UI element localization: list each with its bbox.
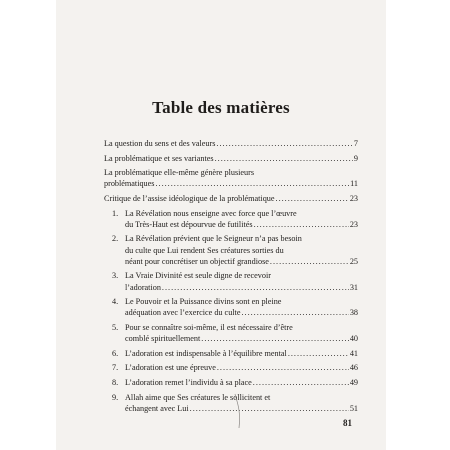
leader-dots xyxy=(217,362,349,373)
toc-entry-text: La problématique elle-même génère plusieurs xyxy=(104,168,255,178)
page-title: Table des matières xyxy=(152,98,290,117)
toc-entry-text: l’adoration xyxy=(125,282,161,292)
toc-subentry xyxy=(104,392,358,414)
leader-dots xyxy=(155,178,349,189)
toc-subentry-number: 3. xyxy=(112,271,119,281)
toc-entry xyxy=(104,167,358,189)
toc-page-number: 23 xyxy=(349,219,358,229)
toc-page-number: 38 xyxy=(349,308,358,318)
leader-dots xyxy=(276,193,349,204)
leader-dots xyxy=(215,153,353,164)
toc-entry-text: adéquation avec l’exercice du culte xyxy=(125,308,241,318)
toc-page-number: 51 xyxy=(349,403,358,413)
leader-dots xyxy=(162,282,349,293)
leader-dots xyxy=(241,307,348,318)
toc-subentry xyxy=(104,362,358,373)
toc-subentry-number: 9. xyxy=(112,392,119,402)
toc-entry-text: Le Pouvoir et la Puissance divins sont en pleine xyxy=(125,297,282,307)
toc-entry-text: La question du sens et des valeurs xyxy=(104,139,216,148)
toc-subentry xyxy=(104,322,358,344)
toc-entry-text: échangent avec Lui xyxy=(125,403,189,413)
toc-entry xyxy=(104,193,358,204)
toc-entry-text: Allah aime que Ses créatures le sollicitent et xyxy=(125,392,271,402)
toc-page-number: 25 xyxy=(349,256,358,266)
toc-subentry xyxy=(104,233,358,267)
toc-page-number: 23 xyxy=(349,193,358,203)
leader-dots xyxy=(254,219,349,230)
toc-entry-text: L’adoration remet l’individu à sa place xyxy=(125,377,252,387)
toc-entry xyxy=(104,138,358,149)
toc-entry-text: Critique de l’assise idéologique de la problématique xyxy=(104,193,275,203)
toc-subentry xyxy=(104,208,358,230)
toc-entry-text: comblé spirituellement xyxy=(125,334,201,344)
toc-subentry xyxy=(104,377,358,388)
toc-subentry xyxy=(104,348,358,359)
table-of-contents xyxy=(104,138,358,417)
toc-entry-text: L’adoration est indispensable à l’équilibre mental xyxy=(125,348,287,358)
book-page xyxy=(56,0,386,450)
pencil-mark xyxy=(232,392,246,430)
leader-dots xyxy=(201,333,349,344)
toc-subentry xyxy=(104,296,358,318)
leader-dots xyxy=(216,138,352,149)
toc-entry-text: néant pour concrétiser un objectif grandiose xyxy=(125,256,269,266)
toc-subentry-number: 5. xyxy=(112,322,119,332)
toc-page-number: 7 xyxy=(353,139,358,148)
toc-subentry-number: 6. xyxy=(112,348,119,358)
page-number: 81 xyxy=(343,418,352,428)
toc-page-number: 40 xyxy=(349,334,358,344)
toc-subentry-number: 2. xyxy=(112,234,119,244)
leader-dots xyxy=(253,377,349,388)
toc-page-number: 9 xyxy=(353,153,358,163)
toc-page-number: 41 xyxy=(349,348,358,358)
leader-dots xyxy=(270,256,349,267)
toc-page-number: 46 xyxy=(349,363,358,373)
toc-entry-text: du Très-Haut est dépourvue de futilités xyxy=(125,219,253,229)
toc-entry-text: L’adoration est une épreuve xyxy=(125,363,216,373)
toc-entry-text: La problématique et ses variantes xyxy=(104,153,214,163)
toc-entry-text: du culte que Lui rendent Ses créatures sorties du xyxy=(125,245,284,255)
toc-page-number: 49 xyxy=(349,377,358,387)
toc-entry-text: La Vraie Divinité est seule digne de recevoir xyxy=(125,271,271,281)
toc-entry-text: Pour se connaître soi-même, il est nécessaire d’être xyxy=(125,322,293,332)
toc-subentry-number: 8. xyxy=(112,377,119,387)
toc-entry-text: problématiques xyxy=(104,179,155,189)
leader-dots xyxy=(288,348,349,359)
toc-entry-text: La Révélation prévient que le Seigneur n’a pas besoin xyxy=(125,234,302,244)
toc-entry xyxy=(104,153,358,164)
toc-page-number: 11 xyxy=(350,179,358,189)
toc-subentry-number: 4. xyxy=(112,297,119,307)
toc-subentry-number: 1. xyxy=(112,208,119,218)
toc-page-number: 31 xyxy=(349,282,358,292)
leader-dots xyxy=(190,403,349,414)
toc-subentry xyxy=(104,270,358,292)
toc-entry-text: La Révélation nous enseigne avec force que l’œuvre xyxy=(125,208,297,218)
toc-subentry-number: 7. xyxy=(112,363,119,373)
